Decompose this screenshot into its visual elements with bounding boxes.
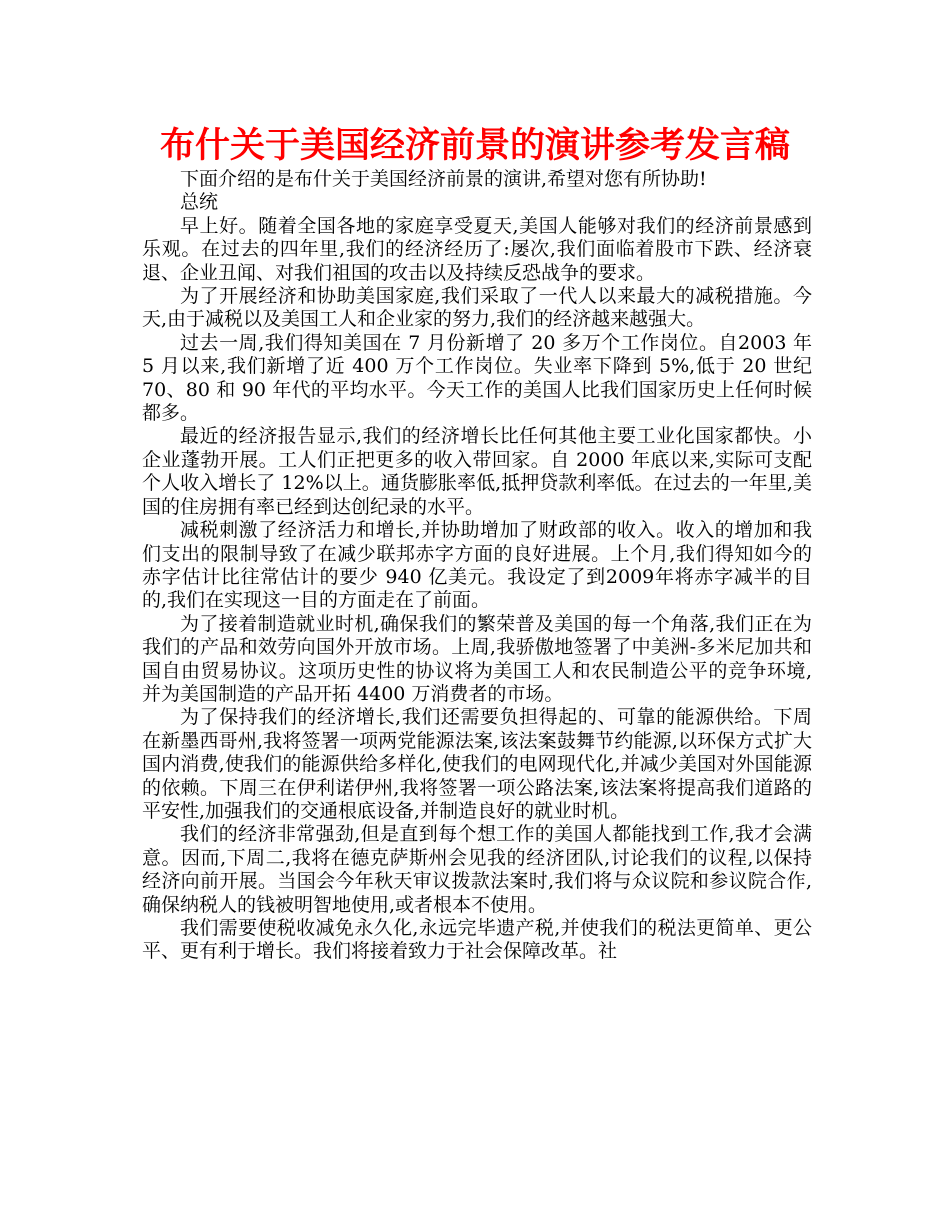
document-body — [142, 168, 812, 964]
paragraph-speaker: 总统 — [180, 191, 219, 214]
paragraph: 减税刺激了经济活力和增长,并协助增加了财政部的收入。收入的增加和我们支出的限制导致了在减少联邦赤字方面的良好进展。上个月,我们得知如今的赤字估计比往常估计的要少 940 亿美元。我设定了到2009年将赤字减半的目的,我们在实现这一目的方面走在了前面。 — [142, 519, 812, 612]
paragraph: 过去一周,我们得知美国在 7 月份新增了 20 多万个工作岗位。自2003 年 5 月以来,我们新增了近 400 万个工作岗位。失业率下降到 5%,低于 20 世纪 70、80 和 90 年代的平均水平。今天工作的美国人比我们国家历史上任何时候都多。 — [142, 331, 812, 425]
paragraph: 早上好。随着全国各地的家庭享受夏天,美国人能够对我们的经济前景感到乐观。在过去的四年里,我们的经济经历了:屡次,我们面临着股市下跌、经济衰退、企业丑闻、对我们祖国的攻击以及持续反恐战争的要求。 — [142, 214, 812, 284]
paragraph: 我们的经济非常强劲,但是直到每个想工作的美国人都能找到工作,我才会满意。因而,下周二,我将在德克萨斯州会见我的经济团队,讨论我们的议程,以保持经济向前开展。当国会今年秋天审议拨款法案时,我们将与众议院和参议院合作,确保纳税人的钱被明智地使用,或者根本不使用。 — [142, 823, 812, 916]
paragraph: 为了接着制造就业时机,确保我们的繁荣普及美国的每一个角落,我们正在为我们的产品和效劳向国外开放市场。上周,我骄傲地签署了中美洲-多米尼加共和国自由贸易协议。这项历史性的协议将为美国工人和农民制造公平的竞争环境,并为美国制造的产品开拓 4400 万消费者的市场。 — [142, 612, 812, 705]
document-title: 布什关于美国经济前景的演讲参考发言稿 — [159, 126, 790, 166]
paragraph: 为了保持我们的经济增长,我们还需要负担得起的、可靠的能源供给。下周在新墨西哥州,我将签署一项两党能源法案,该法案鼓舞节约能源,以环保方式扩大国内消费,使我们的能源供给多样化,使我们的电网现代化,并减少美国对外国能源的依赖。下周三在伊利诺伊州,我将签署一项公路法案,该法案将提高我们道路的平安性,加强我们的交通根底设备,并制造良好的就业时机。 — [142, 706, 812, 822]
paragraph: 最近的经济报告显示,我们的经济增长比任何其他主要工业化国家都快。小企业蓬勃开展。工人们正把更多的收入带回家。自 2000 年底以来,实际可支配个人收入增长了 12%以上。通货膨胀率低,抵押贷款利率低。在过去的一年里,美国的住房拥有率已经到达创纪录的水平。 — [142, 425, 812, 518]
paragraph: 我们需要使税收减免永久化,永远完毕遗产税,并使我们的税法更简单、更公平、更有利于增长。我们将接着致力于社会保障改革。社 — [142, 917, 812, 963]
paragraph-intro: 下面介绍的是布什关于美国经济前景的演讲,希望对您有所协助! — [180, 168, 707, 190]
paragraph: 为了开展经济和协助美国家庭,我们采取了一代人以来最大的减税措施。今天,由于减税以及美国工人和企业家的努力,我们的经济越来越强大。 — [142, 285, 812, 331]
